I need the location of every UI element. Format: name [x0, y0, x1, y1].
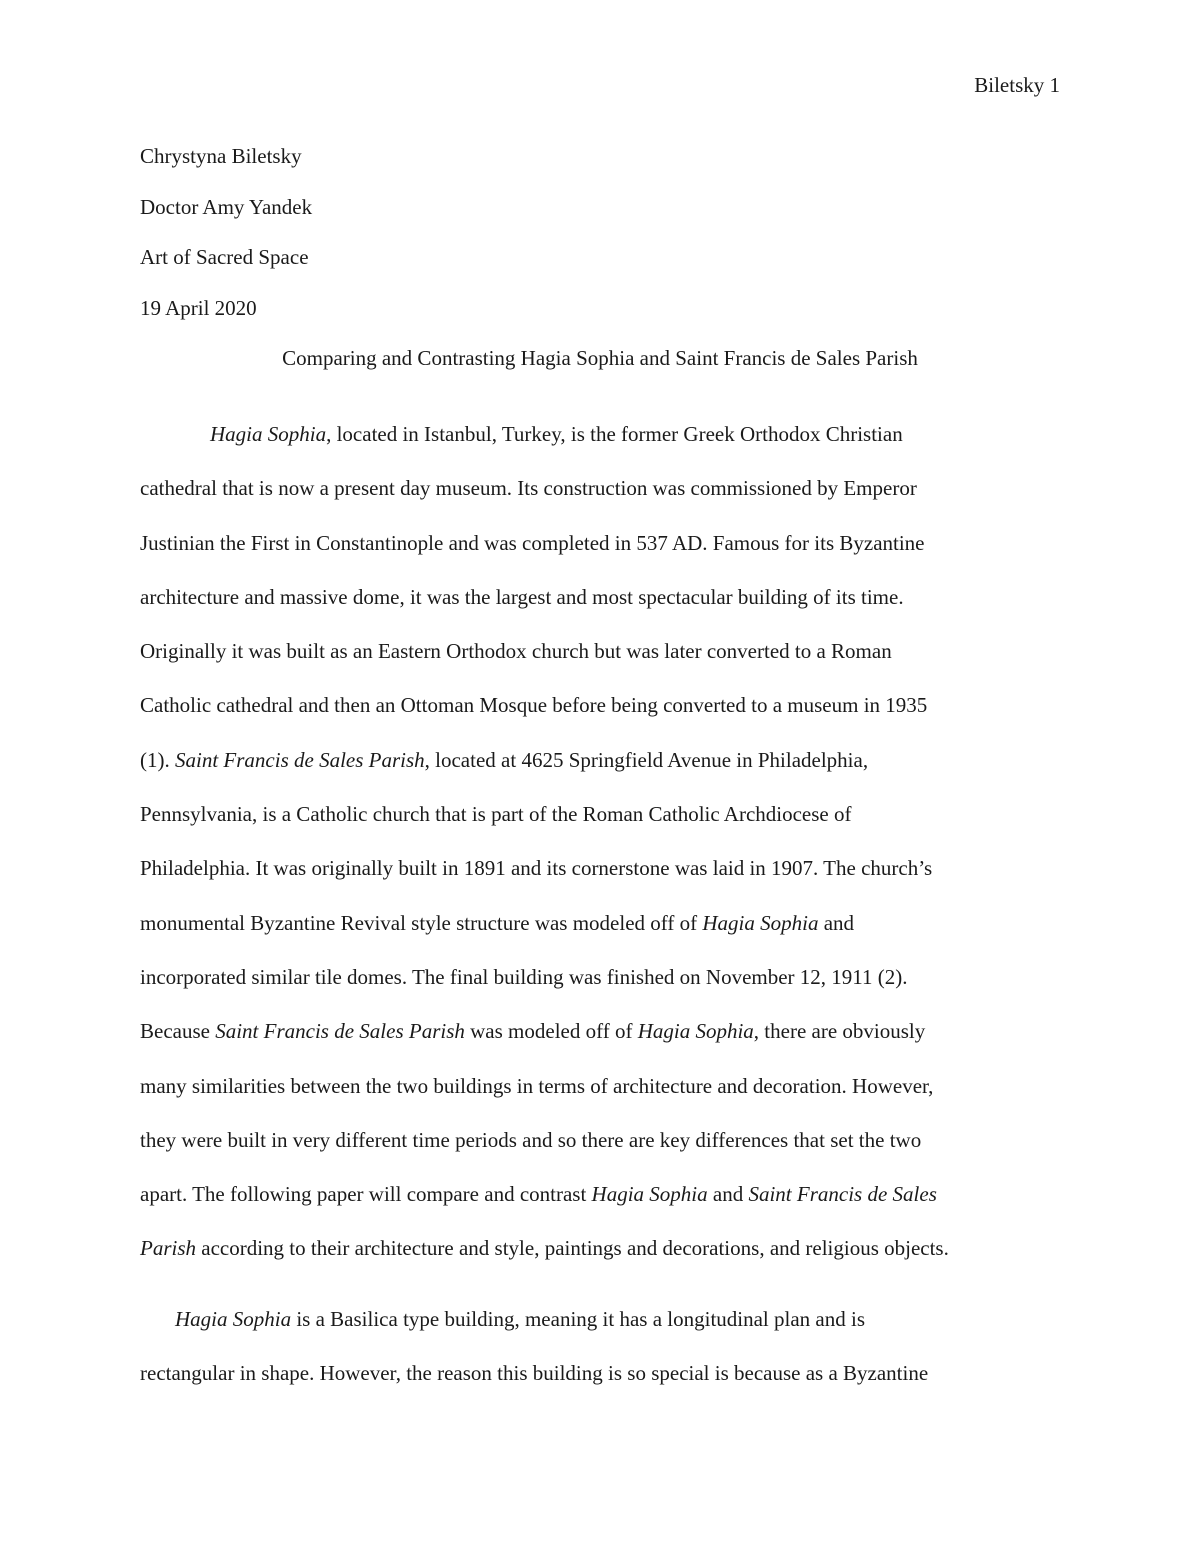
- text-line: [140, 1181, 1060, 1235]
- italic-title: Hagia Sophia: [591, 1182, 708, 1207]
- text-run: monumental Byzantine Revival style structure was modeled off of: [140, 910, 703, 935]
- text-line: many similarities between the two buildings in terms of architecture and decoration. However,: [140, 1073, 934, 1098]
- text-run: (1).: [140, 747, 175, 772]
- italic-title: Hagia Sophia: [210, 422, 327, 446]
- text-line: architecture and massive dome, it was the largest and most spectacular building of its time.: [140, 584, 904, 609]
- text-line: [140, 421, 1060, 475]
- text-line: [140, 910, 1060, 964]
- text-run: is a Basilica type building, meaning it has a longitudinal plan and is: [291, 1307, 865, 1331]
- text-run: , located in Istanbul, Turkey, is the former Greek Orthodox Christian: [326, 422, 903, 446]
- text-run: , there are obviously: [753, 1019, 926, 1044]
- paragraph-1: [140, 421, 1060, 1290]
- text-line: Pennsylvania, is a Catholic church that is part of the Roman Catholic Archdiocese of: [140, 802, 852, 827]
- instructor-name: Doctor Amy Yandek: [140, 194, 313, 219]
- italic-title: Saint Francis de Sales Parish: [175, 747, 425, 772]
- text-line: [140, 1235, 1060, 1289]
- text-line: cathedral that is now a present day museum. Its construction was commissioned by Emperor: [140, 476, 917, 501]
- mla-heading: [140, 143, 312, 345]
- italic-title: Parish: [140, 1236, 197, 1261]
- text-line: rectangular in shape. However, the reason this building is so special is because as a Byzantine: [140, 1361, 929, 1386]
- text-run: , located at 4625 Springfield Avenue in Philadelphia,: [424, 747, 869, 772]
- italic-title: Hagia Sophia: [702, 910, 819, 935]
- text-line: [140, 1306, 1060, 1360]
- italic-title: Saint Francis de Sales Parish: [215, 1019, 465, 1044]
- italic-title: Saint Francis de Sales: [748, 1182, 937, 1207]
- text-run: was modeled off of: [464, 1019, 638, 1044]
- text-run: according to their architecture and style, paintings and decorations, and religious objects.: [196, 1236, 949, 1261]
- paper-title: Comparing and Contrasting Hagia Sophia and Saint Francis de Sales Parish: [282, 346, 918, 370]
- course-name: Art of Sacred Space: [140, 245, 309, 269]
- paragraph-2: [140, 1306, 1060, 1415]
- italic-title: Hagia Sophia: [175, 1307, 292, 1331]
- text-line: Philadelphia. It was originally built in 1891 and its cornerstone was laid in 1907. The church’s: [140, 856, 933, 881]
- italic-title: Hagia Sophia: [637, 1019, 754, 1044]
- text-line: Catholic cathedral and then an Ottoman Mosque before being converted to a museum in 1935: [140, 693, 928, 718]
- text-run: Because: [140, 1019, 216, 1044]
- text-line: [140, 747, 1060, 801]
- author-name: Chrystyna Biletsky: [140, 144, 302, 168]
- text-line: they were built in very different time periods and so there are key differences that set the two: [140, 1127, 922, 1152]
- running-header: Biletsky 1: [974, 73, 1060, 97]
- text-line: [140, 1018, 1060, 1072]
- text-line: Justinian the First in Constantinople and was completed in 537 AD. Famous for its Byzantine: [140, 530, 925, 555]
- text-run: and: [818, 910, 855, 935]
- text-line: incorporated similar tile domes. The final building was finished on November 12, 1911 (2).: [140, 964, 908, 989]
- text-run: apart. The following paper will compare and contrast: [140, 1182, 592, 1207]
- text-line: Originally it was built as an Eastern Orthodox church but was later converted to a Roman: [140, 639, 892, 664]
- text-run: and: [707, 1182, 749, 1207]
- paper-date: 19 April 2020: [140, 295, 257, 320]
